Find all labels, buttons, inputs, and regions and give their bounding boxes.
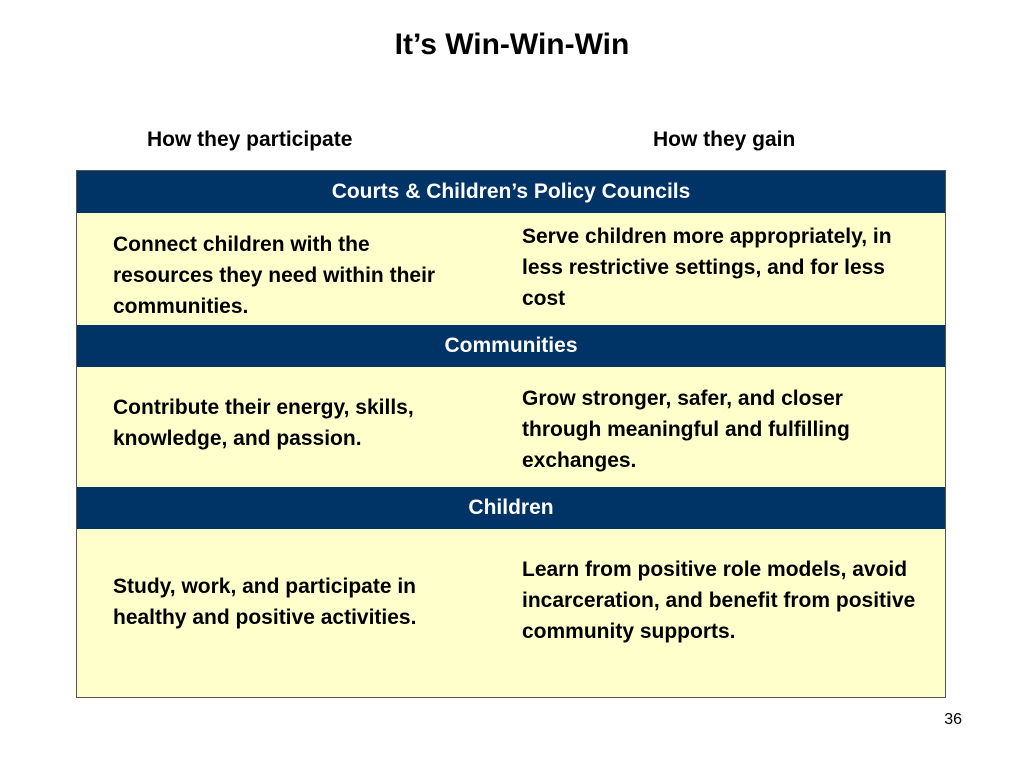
children-participate-text: Study, work, and participate in healthy and positive activities.: [113, 575, 417, 629]
column-header-participate: How they participate: [147, 128, 353, 151]
section-band-children: [77, 487, 945, 529]
section-band-courts: [77, 171, 945, 213]
column-header-gain: How they gain: [653, 128, 796, 151]
win-win-table: [76, 170, 946, 698]
courts-gain-text: Serve children more appropriately, in less restrictive settings, and for less cost: [522, 225, 892, 310]
section-band-communities: [77, 325, 945, 367]
section-heading-communities: Communities: [444, 334, 578, 357]
section-heading-courts: Courts & Children’s Policy Councils: [331, 180, 691, 203]
courts-participate-text: Connect children with the resources they need within their communities.: [113, 233, 436, 318]
section-heading-children: Children: [468, 496, 554, 519]
communities-gain-text: Grow stronger, safer, and closer through meaningful and fulfilling exchanges.: [522, 387, 850, 472]
page-number: 36: [944, 711, 962, 728]
slide-title: It’s Win-Win-Win: [394, 28, 630, 61]
children-gain-text: Learn from positive role models, avoid incarceration, and benefit from positive community supports.: [522, 558, 916, 643]
communities-participate-text: Contribute their energy, skills, knowledge, and passion.: [113, 396, 414, 450]
